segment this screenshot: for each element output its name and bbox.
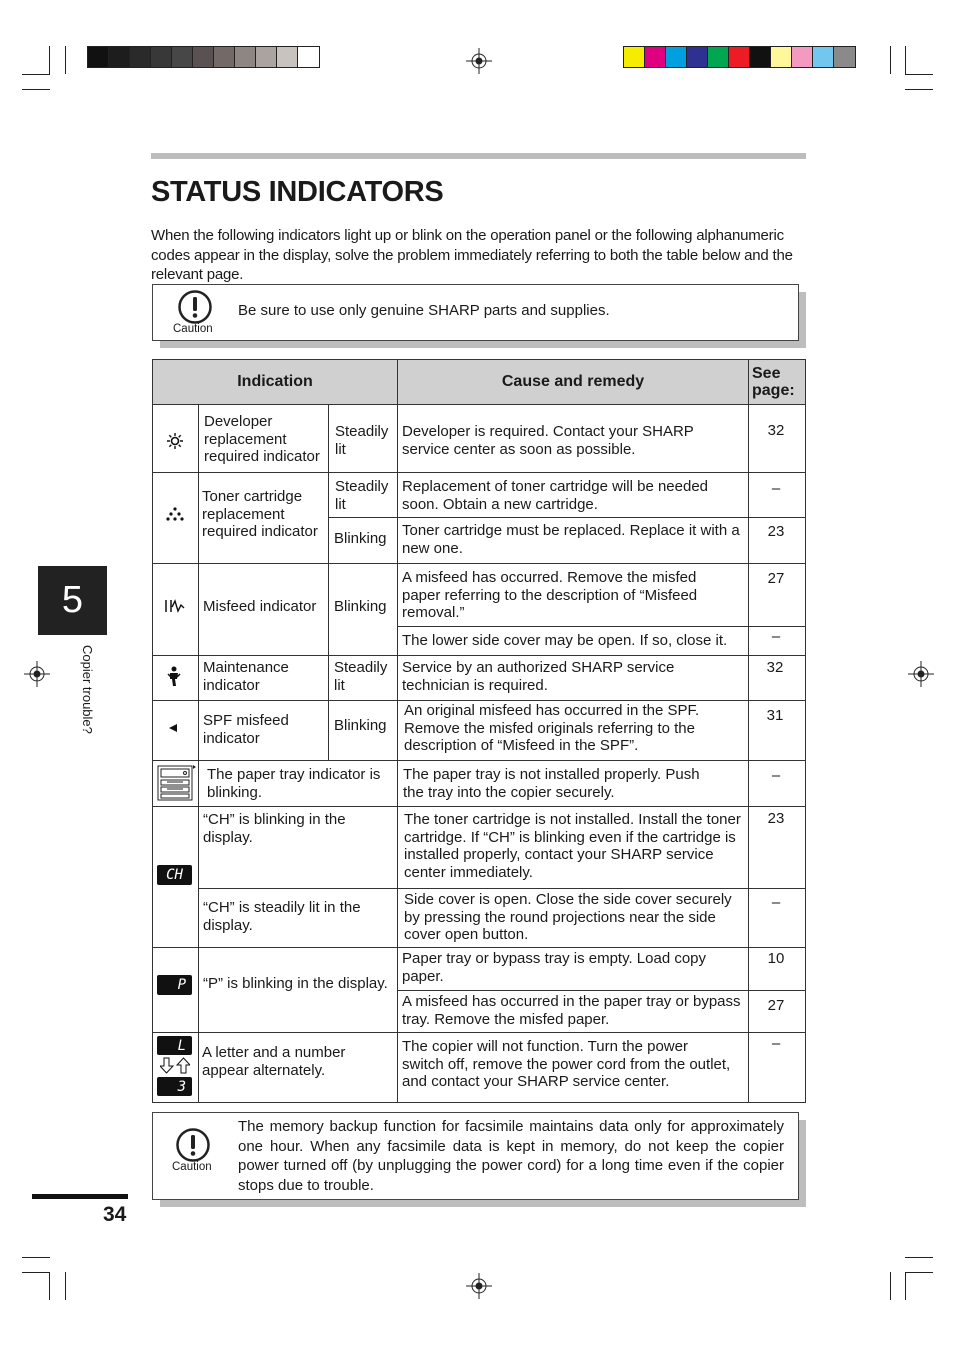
indication-name: Developer replacement required indicator bbox=[204, 413, 320, 465]
cause-text: A misfeed has occurred in the paper tray or bypass tray. Remove the misfed paper. bbox=[402, 993, 741, 1028]
color-swatch bbox=[130, 47, 151, 67]
color-swatch bbox=[235, 47, 256, 67]
crop-mark bbox=[890, 46, 891, 74]
indication-name: SPF misfeed indicator bbox=[203, 712, 289, 747]
cause-text: Developer is required. Contact your SHARP service center as soon as possible. bbox=[402, 423, 694, 458]
color-swatch bbox=[256, 47, 277, 67]
cause-text: Service by an authorized SHARP service technician is required. bbox=[402, 659, 675, 694]
color-swatch bbox=[624, 47, 645, 67]
color-swatch bbox=[771, 47, 792, 67]
indication-state: Steadily lit bbox=[334, 659, 388, 694]
color-swatch bbox=[750, 47, 771, 67]
color-swatch bbox=[214, 47, 235, 67]
crop-mark bbox=[22, 89, 50, 90]
ch-display-icon: CH bbox=[157, 865, 192, 885]
crop-mark bbox=[49, 46, 50, 74]
color-swatch bbox=[172, 47, 193, 67]
color-swatch bbox=[298, 47, 319, 67]
crop-mark bbox=[49, 1272, 50, 1300]
crop-mark bbox=[905, 89, 933, 90]
number-display-icon: 3 bbox=[157, 1077, 192, 1096]
indication-name: Toner cartridge replacement required indicator bbox=[202, 488, 318, 540]
spf-icon bbox=[166, 722, 180, 734]
see-page: – bbox=[771, 1035, 781, 1052]
see-page: – bbox=[771, 894, 781, 911]
see-page: 23 bbox=[767, 523, 785, 540]
cause-text: A misfeed has occurred. Remove the misfed paper referring to the description of “Misfeed removal.” bbox=[402, 569, 698, 621]
cause-text: The lower side cover may be open. If so, close it. bbox=[402, 632, 728, 649]
registration-mark-icon bbox=[24, 661, 50, 687]
caution-label: Caution bbox=[173, 323, 213, 335]
crop-mark bbox=[905, 1272, 906, 1300]
indication-state: Steadily lit bbox=[335, 478, 389, 513]
alternate-arrows-icon bbox=[160, 1057, 190, 1074]
indication-name: “P” is blinking in the display. bbox=[203, 975, 388, 992]
cause-text: Replacement of toner cartridge will be needed soon. Obtain a new cartridge. bbox=[402, 478, 709, 513]
cause-text: The paper tray is not installed properly. Push the tray into the copier securely. bbox=[403, 766, 700, 801]
header-indication-label: Indication bbox=[237, 373, 313, 390]
indication-name: A letter and a number appear alternately. bbox=[202, 1044, 346, 1079]
caution-text: Be sure to use only genuine SHARP parts and supplies. bbox=[238, 302, 610, 319]
page-number-rule bbox=[32, 1194, 128, 1199]
indication-state: Blinking bbox=[334, 717, 387, 734]
crop-mark bbox=[890, 1272, 891, 1300]
see-page: – bbox=[771, 628, 781, 645]
color-swatch bbox=[277, 47, 298, 67]
see-page: 27 bbox=[767, 570, 785, 587]
p-display-icon: P bbox=[157, 975, 192, 995]
color-swatch bbox=[151, 47, 172, 67]
paper-tray-icon bbox=[155, 762, 197, 804]
indication-state: Steadily lit bbox=[335, 423, 389, 458]
color-swatch bbox=[193, 47, 214, 67]
cause-text: Toner cartridge must be replaced. Replace it with a new one. bbox=[402, 522, 740, 557]
cause-text: The toner cartridge is not installed. Install the toner cartridge. If “CH” is blinking even if the cartridge is installed properly, contact your SHARP service center immediately. bbox=[404, 811, 741, 881]
letter-display-icon: L bbox=[157, 1036, 192, 1055]
registration-mark-icon bbox=[466, 48, 492, 74]
see-page: 31 bbox=[766, 707, 784, 724]
crop-mark bbox=[905, 46, 906, 74]
header-cause-label: Cause and remedy bbox=[501, 373, 645, 390]
color-calibration-bar bbox=[623, 46, 856, 68]
indication-state: Blinking bbox=[334, 530, 387, 547]
indication-state: Blinking bbox=[334, 598, 387, 615]
see-page: 27 bbox=[767, 997, 785, 1014]
caution-box-bottom bbox=[152, 1112, 799, 1200]
cause-text: An original misfeed has occurred in the SPF. Remove the misfed originals referring to the description of “Misfeed in the SPF”. bbox=[404, 702, 700, 754]
crop-mark bbox=[905, 1257, 933, 1258]
color-swatch bbox=[729, 47, 750, 67]
indication-name: “CH” is steadily lit in the display. bbox=[203, 899, 361, 934]
title-rule bbox=[151, 153, 806, 159]
indication-name: The paper tray indicator is blinking. bbox=[207, 766, 381, 801]
see-page: 32 bbox=[767, 422, 785, 439]
developer-icon bbox=[166, 432, 184, 450]
see-page: 10 bbox=[767, 950, 785, 967]
chapter-tab: 5 bbox=[38, 566, 107, 635]
caution-icon bbox=[175, 1127, 211, 1163]
maintenance-icon bbox=[166, 666, 182, 686]
registration-mark-icon bbox=[466, 1273, 492, 1299]
header-see-label: See page: bbox=[752, 365, 795, 399]
see-page: – bbox=[771, 767, 781, 784]
color-swatch bbox=[645, 47, 666, 67]
crop-mark bbox=[65, 1272, 66, 1300]
color-swatch bbox=[109, 47, 130, 67]
crop-mark bbox=[22, 74, 50, 75]
indication-name: “CH” is blinking in the display. bbox=[203, 811, 346, 846]
toner-icon bbox=[166, 506, 184, 522]
cause-text: The copier will not function. Turn the power switch off, remove the power cord from the outlet, and contact your SHARP service center. bbox=[402, 1038, 731, 1090]
color-swatch bbox=[792, 47, 813, 67]
intro-paragraph: When the following indicators light up or blink on the operation panel or the following alphanumeric codes appear in the display, solve the problem immediately referring to both the table below and the relevant page. bbox=[151, 227, 793, 283]
crop-mark bbox=[22, 1272, 50, 1273]
color-swatch bbox=[88, 47, 109, 67]
indication-name: Misfeed indicator bbox=[203, 598, 317, 615]
see-page: 23 bbox=[767, 810, 785, 827]
registration-mark-icon bbox=[908, 661, 934, 687]
caution-box-top bbox=[152, 284, 799, 341]
gray-calibration-bar bbox=[87, 46, 320, 68]
see-page: 32 bbox=[766, 659, 784, 676]
header-indication bbox=[152, 359, 398, 405]
page-title: STATUS INDICATORS bbox=[151, 176, 444, 208]
cause-text: Side cover is open. Close the side cover securely by pressing the round projections near the side cover open button. bbox=[404, 891, 732, 943]
caution-label: Caution bbox=[172, 1161, 212, 1173]
crop-mark bbox=[22, 1257, 50, 1258]
see-page: – bbox=[771, 480, 781, 497]
color-swatch bbox=[708, 47, 729, 67]
header-see-page bbox=[748, 359, 806, 405]
caution-text: The memory backup function for facsimile maintains data only for approximately one hour. When any facsimile data is kept in memory, do not keep the copier power turned off (by unplugging the power cord) for a long time even if the copier stops due to trouble. bbox=[238, 1118, 784, 1194]
color-swatch bbox=[687, 47, 708, 67]
cause-text: Paper tray or bypass tray is empty. Load copy paper. bbox=[402, 950, 707, 985]
chapter-side-label: Copier trouble? bbox=[80, 645, 95, 734]
indication-name: Maintenance indicator bbox=[203, 659, 289, 694]
header-cause bbox=[397, 359, 749, 405]
color-swatch bbox=[834, 47, 855, 67]
crop-mark bbox=[905, 1272, 933, 1273]
crop-mark bbox=[905, 74, 933, 75]
caution-icon bbox=[177, 289, 213, 325]
crop-mark bbox=[65, 46, 66, 74]
color-swatch bbox=[813, 47, 834, 67]
page-number: 34 bbox=[103, 1203, 127, 1226]
color-swatch bbox=[666, 47, 687, 67]
misfeed-icon bbox=[163, 597, 185, 615]
